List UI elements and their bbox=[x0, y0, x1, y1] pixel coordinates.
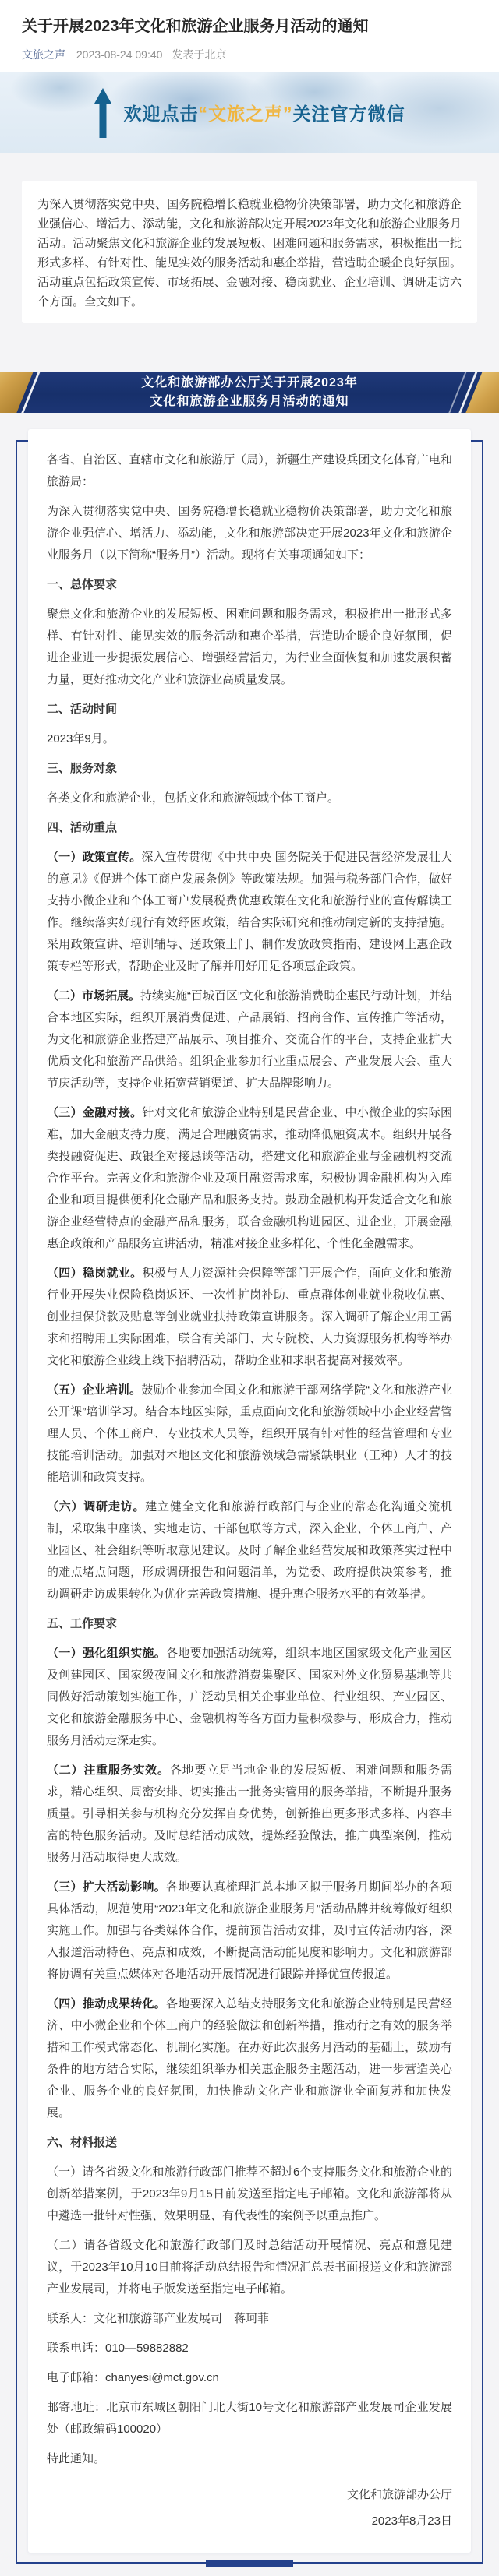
up-arrow-icon bbox=[94, 88, 111, 138]
signature-date: 2023年8月23日 bbox=[371, 2514, 452, 2528]
doc-paragraph-lead: （四）推动成果转化。 bbox=[47, 1997, 167, 2010]
doc-paragraph: （六）调研走访。建立健全文化和旅游行政部门与企业的常态化沟通交流机制，采取集中座谈、实地走访、干部包联等方式，深入企业、个体工商户、产业园区、社会组织等听取意见建议。及时了解企业经营发展和政策落实过程中的难点堵点问题，形成调研报告和问题清单，为党委、政府提供决策参考，推动调研走访成果转化为优化完善政策措施、提升惠企服务水平的有效举措。 bbox=[47, 1500, 452, 1601]
doc-paragraph-lead: （一）强化组织实施。 bbox=[47, 1647, 167, 1660]
doc-paragraph: （一）请各省级文化和旅游行政部门推荐不超过6个支持服务文化和旅游企业的创新举措案例，于2023年9月15日前发送至指定电子邮箱。文化和旅游部将从中遴选一批针对性强、效果明显、有代表性的案例予以重点推广。 bbox=[47, 2165, 452, 2222]
doc-paragraph-lead: （三）扩大活动影响。 bbox=[47, 1880, 167, 1894]
doc-paragraph: （一）政策宣传。深入宣传贯彻《中共中央 国务院关于促进民营经济发展壮大的意见》《促进个体工商户发展条例》等政策法规。加强与税务部门合作，做好支持小微企业和个体工商户发展税费优惠政策在文化和旅游行业的宣传解读工作。继续落实好现行有效纾困政策，结合实际研究和推动制定新的支持措施。采用政策宣讲、培训辅导、送政策上门、制作发放政策指南、建设网上惠企政策专栏等形式，帮助企业及时了解并用好用足各项惠企政策。 bbox=[47, 851, 452, 973]
doc-signature bbox=[47, 2483, 452, 2534]
doc-paragraph: （四）稳岗就业。积极与人力资源社会保障等部门开展合作，面向文化和旅游行业开展失业保险稳岗返还、一次性扩岗补助、重点群体创业就业税收优惠、创业担保贷款及贴息等创业就业扶持政策宣讲服务。深入调研了解企业用工需求和招聘用工实际困难，联合有关部门、大专院校、人力资源服务机构等举办文化和旅游企业线上线下招聘活动，帮助企业和求职者提高对接效率。 bbox=[47, 1267, 452, 1367]
doc-paragraph-lead: （二）市场拓展。 bbox=[47, 989, 141, 1003]
publish-location: 发表于北京 bbox=[172, 48, 227, 61]
intro-paragraph: 为深入贯彻落实党中央、国务院稳增长稳就业稳物价决策部署，助力文化和旅游企业强信心、增活力、添动能，文化和旅游部决定开展2023年文化和旅游企业服务月活动。活动聚焦文化和旅游企业的发展短板、困难问题和服务需求，积极推出一批形式多样、有针对性、能见实效的服务活动和惠企举措，营造助企暖企良好氛围。活动重点包括政策宣传、市场拓展、金融对接、稳岗就业、企业培训、调研走访六个方面。全文如下。 bbox=[37, 198, 462, 308]
frame-bottom-bar bbox=[206, 2560, 293, 2567]
page-title: 关于开展2023年文化和旅游企业服务月活动的通知 bbox=[22, 18, 369, 35]
doc-paragraph: （四）推动成果转化。各地要深入总结支持服务文化和旅游企业特别是民营经济、中小微企业和个体工商户的经验做法和创新举措，推动行之有效的服务举措和工作模式常态化、机制化实施。在办好此次服务月活动的基础上，鼓励有条件的地方结合实际，继续组织举办相关惠企服务主题活动，进一步营造关心企业、服务企业的良好氛围，加快推动文化产业和旅游业全面复苏和加快发展。 bbox=[47, 1997, 452, 2120]
intro-card bbox=[22, 181, 477, 323]
doc-paragraph: （三）金融对接。针对文化和旅游企业特别是民营企业、中小微企业的实际困难，加大金融支持力度，满足合理融资需求，推动降低融资成本。组织开展各类投融资促进、政银企对接恳谈等活动，搭建文化和旅游企业与金融机构交流合作平台。完善文化和旅游企业及项目融资需求库，积极协调金融机构为入库企业和项目提供便利化金融产品和服务支持。鼓励金融机构开发适合文化和旅游企业经营特点的金融产品和服务，联合金融机构进园区、进企业，开展金融惠企政策和产品服务宣讲活动，精准对接企业多样化、个性化金融需求。 bbox=[47, 1106, 452, 1250]
white-slash-right-2 bbox=[446, 372, 469, 413]
article-meta bbox=[22, 47, 477, 62]
doc-paragraph-lead: （五）企业培训。 bbox=[47, 1383, 142, 1397]
doc-paragraph-lead: （二）注重服务实效。 bbox=[47, 1764, 170, 1777]
follow-banner[interactable] bbox=[0, 72, 499, 153]
doc-salutation: 各省、自治区、直辖市文化和旅游厅（局），新疆生产建设兵团文化体育广电和旅游局： bbox=[47, 453, 452, 488]
article-header bbox=[0, 0, 499, 72]
doc-section-heading: 五、工作要求 bbox=[47, 1617, 118, 1630]
doc-preamble: 为深入贯彻落实党中央、国务院稳增长稳就业稳物价决策部署，助力文化和旅游企业强信心、增活力、添动能，文化和旅游部决定开展2023年文化和旅游企业服务月（以下简称“服务月”）活动。现将有关事项通知如下： bbox=[47, 505, 452, 562]
signature-org: 文化和旅游部办公厅 bbox=[346, 2488, 452, 2501]
follow-banner-text bbox=[124, 100, 405, 125]
notice-title-banner bbox=[0, 372, 499, 413]
doc-paragraph: 聚焦文化和旅游企业的发展短板、困难问题和服务需求，积极推出一批形式多样、有针对性、能见实效的服务活动和惠企举措，营造助企暖企良好氛围，促进企业进一步提振发展信心、增强经营活力，为行业全面恢复和加速发展积蓄力量，更好推动文化产业和旅游业高质量发展。 bbox=[47, 608, 452, 686]
doc-paragraph-lead: （一）政策宣传。 bbox=[47, 851, 142, 864]
doc-contact-line: 电子邮箱：chanyesi@mct.gov.cn bbox=[47, 2371, 219, 2384]
notice-title-line1: 文化和旅游部办公厅关于开展2023年 bbox=[141, 375, 358, 389]
doc-contact-line: 联系电话：010—59882882 bbox=[47, 2342, 189, 2355]
doc-paragraph: （一）强化组织实施。各地要加强活动统筹，组织本地区国家级文化产业园区及创建园区、国家级夜间文化和旅游消费集聚区、国家对外文化贸易基地等共同做好活动策划实施工作，广泛动员相关企事业单位、行业组织、产业园区、文化和旅游金融服务中心、金融机构等各方面力量积极参与、形成合力，推动服务月活动走深走实。 bbox=[47, 1647, 452, 1747]
doc-paragraph-lead: （三）金融对接。 bbox=[47, 1106, 143, 1119]
document-frame bbox=[16, 440, 483, 2564]
doc-section-heading: 六、材料报送 bbox=[47, 2136, 118, 2149]
doc-paragraph: （二）市场拓展。持续实施“百城百区”文化和旅游消费助企惠民行动计划，并结合本地区实际，组织开展消费促进、产品展销、招商合作、宣传推广等活动，为文化和旅游企业搭建产品展示、项目推介、交流合作的平台，支持企业扩大优质文化和旅游产品供给。组织企业参加行业重点展会、产业发展大会、重大节庆活动等，支持企业拓宽营销渠道、扩大品牌影响力。 bbox=[47, 989, 453, 1090]
doc-paragraph: 各类文化和旅游企业，包括文化和旅游领域个体工商户。 bbox=[47, 791, 340, 805]
doc-section-heading: 一、总体要求 bbox=[47, 578, 118, 591]
doc-paragraph: （五）企业培训。鼓励企业参加全国文化和旅游干部网络学院“文化和旅游产业公开课”培训学习。结合本地区实际，重点面向文化和旅游领域中小企业经营管理人员、个体工商户、专业技术人员等，组织开展有针对性的经营管理和专业技能培训活动。加强对本地区文化和旅游领域急需紧缺职业（工种）人才的技能培训和政策支持。 bbox=[47, 1383, 452, 1484]
doc-section-heading: 四、活动重点 bbox=[47, 821, 118, 834]
doc-paragraph-lead: （六）调研走访。 bbox=[47, 1500, 146, 1514]
document-card bbox=[28, 429, 471, 2553]
follow-text-before: 欢迎点击 bbox=[123, 104, 199, 124]
notice-title-line2: 文化和旅游企业服务月活动的通知 bbox=[150, 394, 349, 408]
follow-text-after: 关注官方微信 bbox=[292, 104, 405, 124]
account-name-link[interactable]: 文旅之声 bbox=[22, 48, 65, 61]
doc-paragraph-lead: （四）稳岗就业。 bbox=[47, 1267, 143, 1280]
follow-text-highlight: “文旅之声” bbox=[198, 104, 293, 124]
doc-paragraph: （二）注重服务实效。各地要立足当地企业的发展短板、困难问题和服务需求，精心组织、周密安排、切实推出一批务实管用的服务举措，不断提升服务质量。引导相关参与机构充分发挥自身优势，创新推出更多形式多样、内容丰富的特色服务活动。及时总结活动成效，提炼经验做法，推广典型案例，推动服务月活动取得更大成效。 bbox=[47, 1764, 452, 1864]
doc-section-heading: 二、活动时间 bbox=[47, 703, 118, 716]
doc-contact-line: 联系人：文化和旅游部产业发展司 蒋珂菲 bbox=[47, 2312, 270, 2325]
page-body bbox=[0, 153, 499, 2576]
document-sections bbox=[47, 574, 452, 2300]
document-contacts bbox=[47, 2308, 452, 2440]
doc-paragraph: 2023年9月。 bbox=[47, 732, 115, 745]
doc-section-heading: 三、服务对象 bbox=[47, 762, 118, 775]
doc-closing: 特此通知。 bbox=[47, 2452, 106, 2465]
doc-contact-line: 邮寄地址：北京市东城区朝阳门北大街10号文化和旅游部产业发展司企业发展处（邮政编码100020） bbox=[47, 2401, 452, 2436]
doc-paragraph: （三）扩大活动影响。各地要认真梳理汇总本地区拟于服务月期间举办的各项具体活动，规范使用“2023年文化和旅游企业服务月”活动品牌并统筹做好组织实施工作。加强与各类媒体合作，提前预告活动安排，及时宣传活动内容，深入报道活动特色、亮点和成效，不断提高活动能见度和影响力。文化和旅游部将协调有关重点媒体对各地活动开展情况进行跟踪并择优宣传报道。 bbox=[47, 1880, 452, 1981]
doc-paragraph: （二）请各省级文化和旅游行政部门及时总结活动开展情况、亮点和意见建议，于2023年10月10日前将活动总结报告和情况汇总表书面报送文化和旅游部产业发展司，并将电子版发送至指定电子邮箱。 bbox=[47, 2239, 452, 2296]
publish-date: 2023-08-24 09:40 bbox=[76, 48, 163, 61]
